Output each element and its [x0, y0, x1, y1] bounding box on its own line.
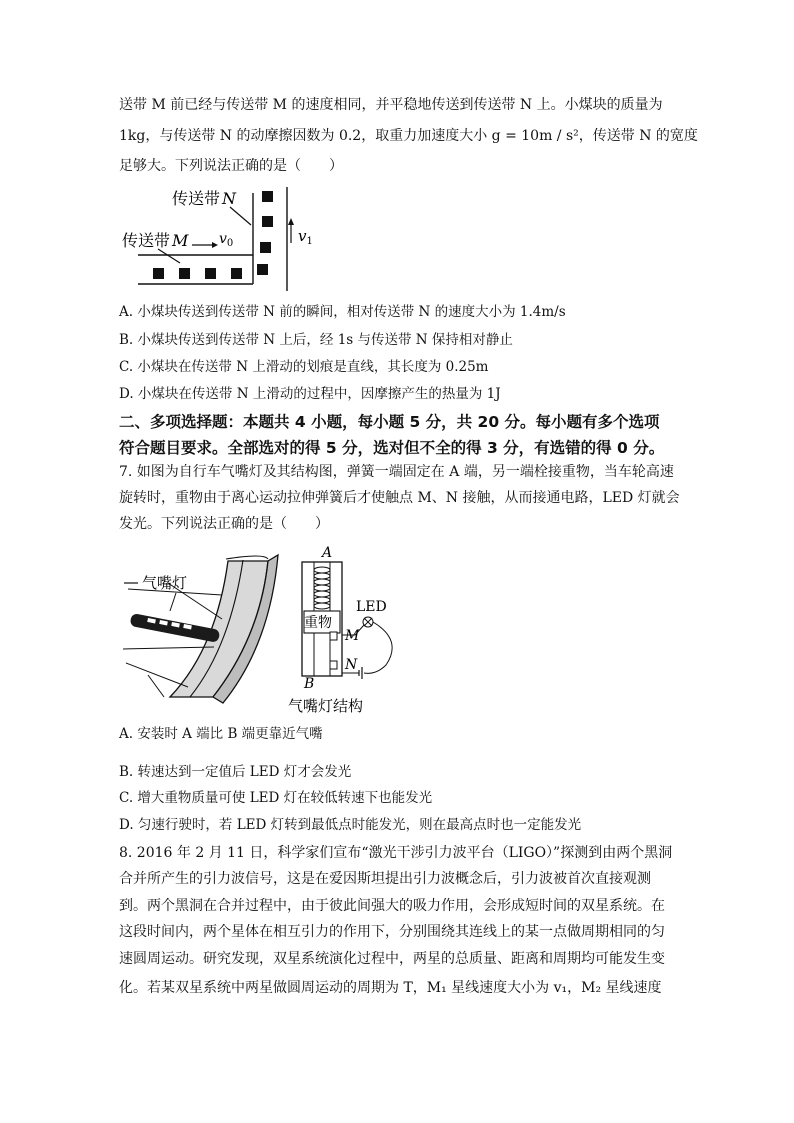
label-n: N [345, 657, 358, 673]
q7-option-a: A. 安装时 A 端比 B 端更靠近气嘴 [119, 726, 323, 742]
q7-option-b: B. 转速达到一定值后 LED 灯才会发光 [119, 764, 352, 780]
label-b: B [304, 676, 315, 692]
q8-text-line-2: 合并所产生的引力波信号，这是在爱因斯坦提出引力波概念后，引力波被首次直接观测 [119, 871, 651, 887]
coal-block [257, 264, 268, 275]
label-a: A [322, 545, 333, 561]
lamp-label: 气嘴灯 [142, 574, 188, 592]
q6-option-b: B. 小煤块传送到传送带 N 上后，经 1s 与传送带 N 保持相对静止 [119, 332, 513, 348]
q8-text-line-1: 8. 2016 年 2 月 11 日，科学家们宣布“激光干涉引力波平台（LIGO）”探测到由两个黑洞 [119, 845, 673, 861]
coal-block [231, 268, 242, 279]
q6-text-line-3: 足够大。下列说法正确的是（ ） [119, 158, 343, 174]
valve-lamp [130, 613, 221, 643]
structure-caption: 气嘴灯结构 [288, 697, 364, 715]
q6-text-line-1: 送带 M 前已经与传送带 M 的速度相同，并平稳地传送到传送带 N 上。小煤块的质量为 [119, 97, 663, 113]
q7-text-line-3: 发光。下列说法正确的是（ ） [119, 516, 329, 532]
contact-n [330, 661, 337, 669]
conveyor-belt-figure [118, 183, 313, 293]
svg-text:v1 [298, 227, 313, 247]
svg-text:传送带M [122, 231, 189, 250]
wheel-rim [226, 556, 268, 559]
svg-text:传送带N [172, 189, 237, 208]
section-2-heading-line-2: 符合题目要求。全部选对的得 5 分，选对但不全的得 3 分，有选错的得 0 分。 [119, 439, 665, 457]
spring [314, 567, 330, 609]
q8-text-line-6: 化。若某双星系统中两星做圆周运动的周期为 T，M₁ 星线速度大小为 v₁，M₂ 星线速度 [119, 980, 662, 996]
v0-subscript: 0 [226, 238, 234, 249]
q6-option-d: D. 小煤块在传送带 N 上滑动的过程中，因摩擦产生的热量为 1J [119, 386, 501, 402]
weight-label: 重物 [304, 615, 332, 631]
q6-text-line-2: 1kg，与传送带 N 的动摩擦因数为 0.2，取重力加速度大小 g = 10m / s²，传送带 N 的宽度 [119, 128, 698, 144]
q8-text-line-4: 这段时间内，两个星体在相互引力的作用下，分别围绕其连线上的某一点做周期相同的匀 [119, 924, 665, 940]
section-2-heading-line-1: 二、多项选择题：本题共 4 小题，每小题 5 分，共 20 分。每小题有多个选项 [119, 413, 660, 431]
belt-n-pointer [230, 207, 251, 225]
v1-label: v [298, 227, 307, 245]
valve-lamp-figure [118, 545, 408, 717]
belt-m-letter: M [172, 231, 189, 250]
led-label: LED [356, 599, 387, 615]
q8-text-line-5: 速圆周运动。研究发现，双星系统演化过程中，两星的总质量、距离和周期均可能发生变 [119, 951, 665, 967]
belt-n-label: 传送带 [172, 189, 221, 208]
coal-block [153, 268, 164, 279]
belt-m-label: 传送带 [122, 231, 171, 250]
coal-block [262, 191, 273, 202]
contact-m [330, 632, 337, 640]
coal-block [262, 216, 273, 227]
coal-block [205, 268, 216, 279]
q6-option-a: A. 小煤块传送到传送带 N 前的瞬间，相对传送带 N 的速度大小为 1.4m/s [119, 304, 566, 320]
q7-text-line-2: 旋转时，重物由于离心运动拉伸弹簧后才使触点 M、N 接触，从而接通电路，LED 灯就会 [119, 490, 680, 506]
svg-text:v0 [219, 231, 233, 249]
label-m: M [345, 628, 360, 644]
q7-option-d: D. 匀速行驶时，若 LED 灯转到最低点时能发光，则在最高点时也一定能发光 [119, 817, 582, 833]
q6-option-c: C. 小煤块在传送带 N 上滑动的划痕是直线，其长度为 0.25m [119, 359, 489, 375]
coal-block [260, 242, 271, 253]
coal-block [179, 268, 190, 279]
belt-m-pointer [158, 249, 180, 263]
q8-text-line-3: 到。两个黑洞在合并过程中，由于彼此间强大的吸力作用，会形成短时间的双星系统。在 [119, 898, 665, 914]
v0-label: v [219, 231, 227, 247]
belt-n-letter: N [222, 189, 237, 208]
q7-option-c: C. 增大重物质量可使 LED 灯在较低转速下也能发光 [119, 790, 433, 806]
q7-text-line-1: 7. 如图为自行车气嘴灯及其结构图，弹簧一端固定在 A 端，另一端栓接重物，当车轮高速 [119, 464, 674, 480]
v1-subscript: 1 [306, 236, 313, 247]
